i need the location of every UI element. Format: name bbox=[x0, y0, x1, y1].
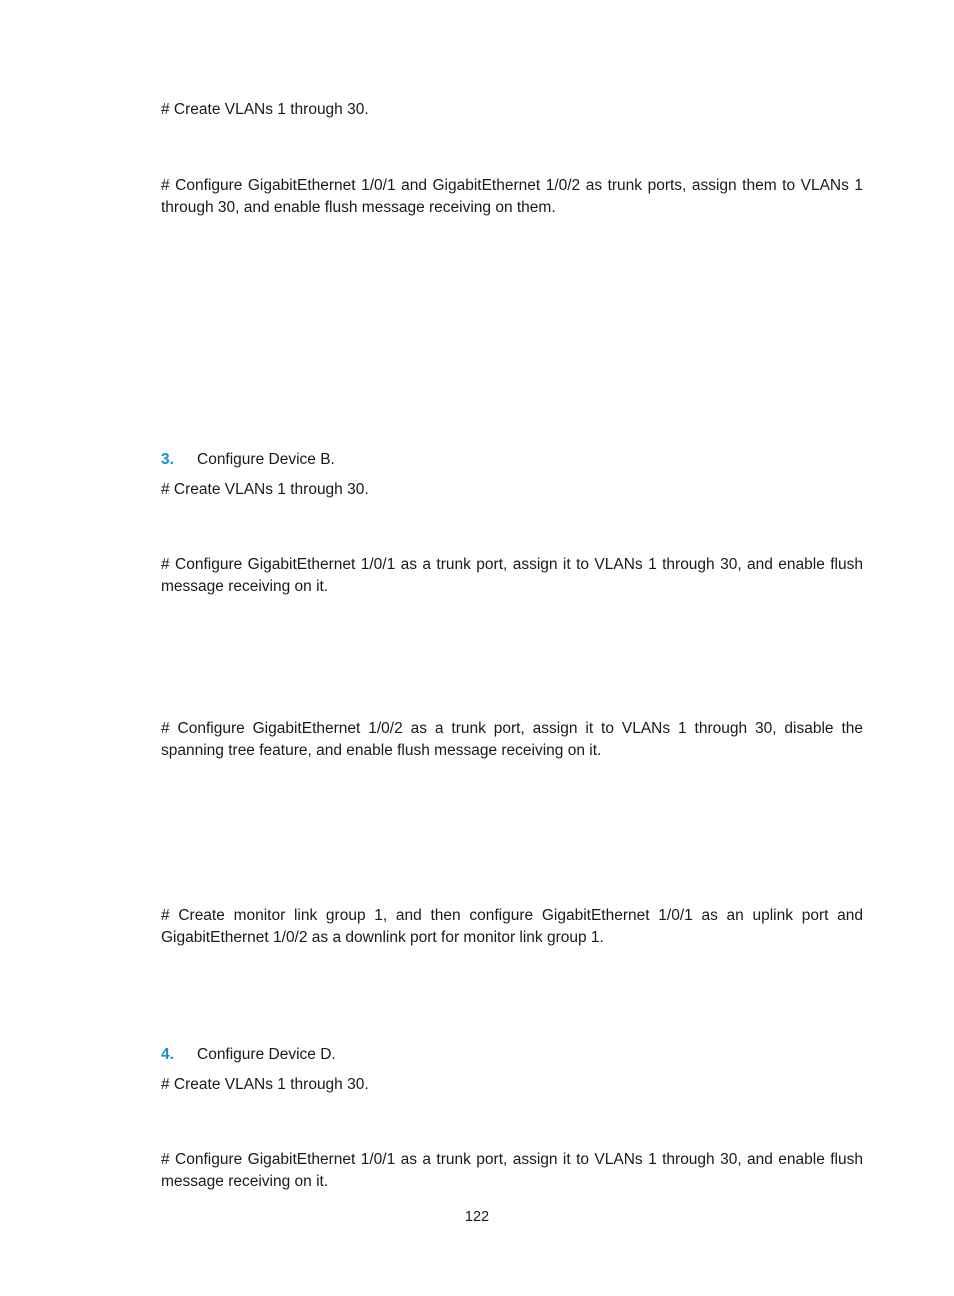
paragraph-configure-ge102-device-b: # Configure GigabitEthernet 1/0/2 as a trunk port, assign it to VLANs 1 through 30, disable the spanning tree feature, and enable flush message receiving on it. bbox=[161, 720, 863, 759]
paragraph-create-vlans-device-a: # Create VLANs 1 through 30. bbox=[161, 101, 369, 118]
paragraph-monitor-link-group: # Create monitor link group 1, and then configure GigabitEthernet 1/0/1 as an uplink port and GigabitEthernet 1/0/2 as a downlink port for monitor link group 1. bbox=[161, 907, 863, 946]
step-text: Configure Device B. bbox=[197, 451, 335, 468]
step-text: Configure Device D. bbox=[197, 1046, 336, 1063]
paragraph-create-vlans-device-d: # Create VLANs 1 through 30. bbox=[161, 1076, 369, 1093]
step-number: 3. bbox=[161, 451, 174, 468]
paragraph-configure-ge101-device-d: # Configure GigabitEthernet 1/0/1 as a trunk port, assign it to VLANs 1 through 30, and enable flush message receiving on it. bbox=[161, 1151, 863, 1190]
step-configure-device-b bbox=[161, 449, 335, 470]
step-configure-device-d bbox=[161, 1044, 336, 1065]
paragraph-create-vlans-device-b: # Create VLANs 1 through 30. bbox=[161, 481, 369, 498]
paragraph-configure-ge101-device-b: # Configure GigabitEthernet 1/0/1 as a trunk port, assign it to VLANs 1 through 30, and enable flush message receiving on it. bbox=[161, 556, 863, 595]
page-number: 122 bbox=[464, 1209, 490, 1225]
step-number: 4. bbox=[161, 1046, 174, 1063]
paragraph-configure-trunk-ports-device-a: # Configure GigabitEthernet 1/0/1 and GigabitEthernet 1/0/2 as trunk ports, assign them to VLANs 1 through 30, and enable flush message receiving on them. bbox=[161, 177, 863, 216]
